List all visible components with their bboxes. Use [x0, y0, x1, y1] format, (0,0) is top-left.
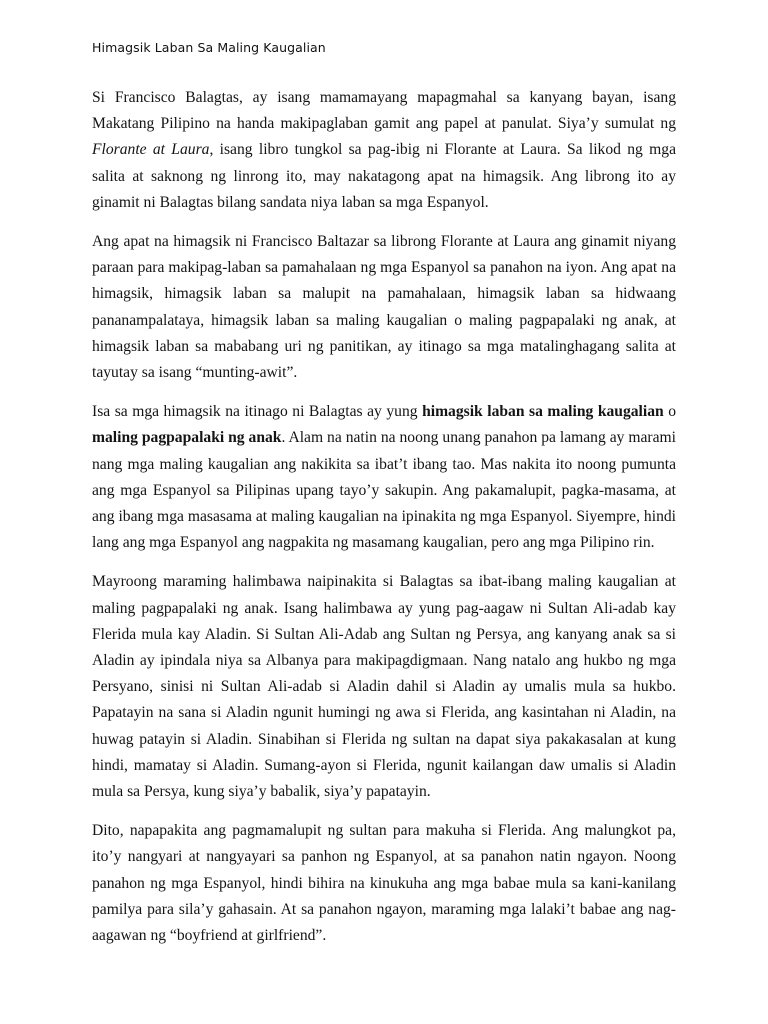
paragraph-2: Ang apat na himagsik ni Francisco Baltazar sa librong Florante at Laura ang ginamit niyang paraan para makipag-laban sa pamahalaan ng mga Espanyol sa panahon na iyon. Ang apat na himagsik, himagsik laban sa malupit na pamahalaan, himagsik laban sa hidwaang pananampalataya, himagsik laban sa maling kaugalian o maling pagpapalaki ng anak, at himagsik laban sa mababang uri ng panitikan, ay itinago sa mga matalinghagang salita at tayutay sa isang “munting-awit”. [92, 233, 676, 382]
book-title-italic: Florante at Laura [92, 141, 210, 159]
paragraph-4: Mayroong maraming halimbawa naipinakita si Balagtas sa ibat-ibang maling kaugalian at maling pagpapalaki ng anak. Isang halimbawa ay yung pag-aagaw ni Sultan Ali-adab kay Flerida mula kay Aladin. Si Sultan Ali-Adab ang Sultan ng Persya, ang kanyang anak sa si Aladin ay ipindala niya sa Albanya para makipagdigmaan. Nang natalo ang hukbo ng mga Persyano, sinisi ni Sultan Ali-adab si Aladin dahil si Aladin ay umalis mula sa hukbo. Papatayin na sana si Aladin ngunit humingi ng awa si Flerida, ang kasintahan ni Aladin, na huwag patayin si Aladin. Sinabihan si Flerida ng sultan na dapat siya pakakasalan at kung hindi, mamatay si Aladin. Sumang-ayon si Flerida, ngunit kailangan daw umalis si Aladin mula sa Persya, kung siya’y babalik, siya’y papatayin. [92, 573, 676, 801]
paragraph-5: Dito, napapakita ang pagmamalupit ng sultan para makuha si Flerida. Ang malungkot pa, ito’y nangyari at nangyayari sa panhon ng Espanyol, at sa panahon natin ngayon. Noong panahon ng mga Espanyol, hindi bihira na kinukuha ang mga babae mula sa kani-kanilang pamilya para sila’y gahasain. At sa panahon ngayon, maraming mga lalaki’t babae ang nag-aagawan ng “boyfriend at girlfriend”. [92, 822, 676, 945]
paragraph-1-text-a: Si Francisco Balagtas, ay isang mamamayang mapagmahal sa kanyang bayan, isang Makatang Pilipino na handa makipaglaban gamit ang papel at panulat. Siya’y sumulat ng [92, 89, 676, 133]
paragraph-3-text-c: . Alam na natin na noong unang panahon pa lamang ay marami nang mga maling kaugalian ang nakikita sa ibat’t ibang tao. Mas nakita ito noong pumunta ang mga Espanyol sa Pilipinas upang tayo’y sakupin. Ang pakamalupit, pagka-masama, at ang ibang mga masasama at maling kaugalian na ipinakita ng mga Espanyol. Siyempre, hindi lang ang mga Espanyol ang nagpakita ng masamang kaugalian, pero ang mga Pilipino rin. [92, 429, 676, 552]
bold-phrase-1: himagsik laban sa maling kaugalian [422, 403, 664, 421]
document-body [92, 85, 676, 962]
paragraph-3 [92, 399, 676, 556]
bold-phrase-2: maling pagpapalaki ng anak [92, 429, 282, 447]
paragraph-1 [92, 85, 676, 216]
paragraph-3-text-a: Isa sa mga himagsik na itinago ni Balagtas ay yung [92, 403, 423, 421]
paragraph-3-text-b: o [663, 403, 677, 421]
document-header: Himagsik Laban Sa Maling Kaugalian [92, 40, 326, 55]
paragraph-1-text-b: , isang libro tungkol sa pag-ibig ni Florante at Laura. Sa likod ng mga salita at saknong ng linrong ito, may nakatagong apat na himagsik. Ang librong ito ay ginamit ni Balagtas bilang sandata niya laban sa mga Espanyol. [92, 141, 676, 211]
